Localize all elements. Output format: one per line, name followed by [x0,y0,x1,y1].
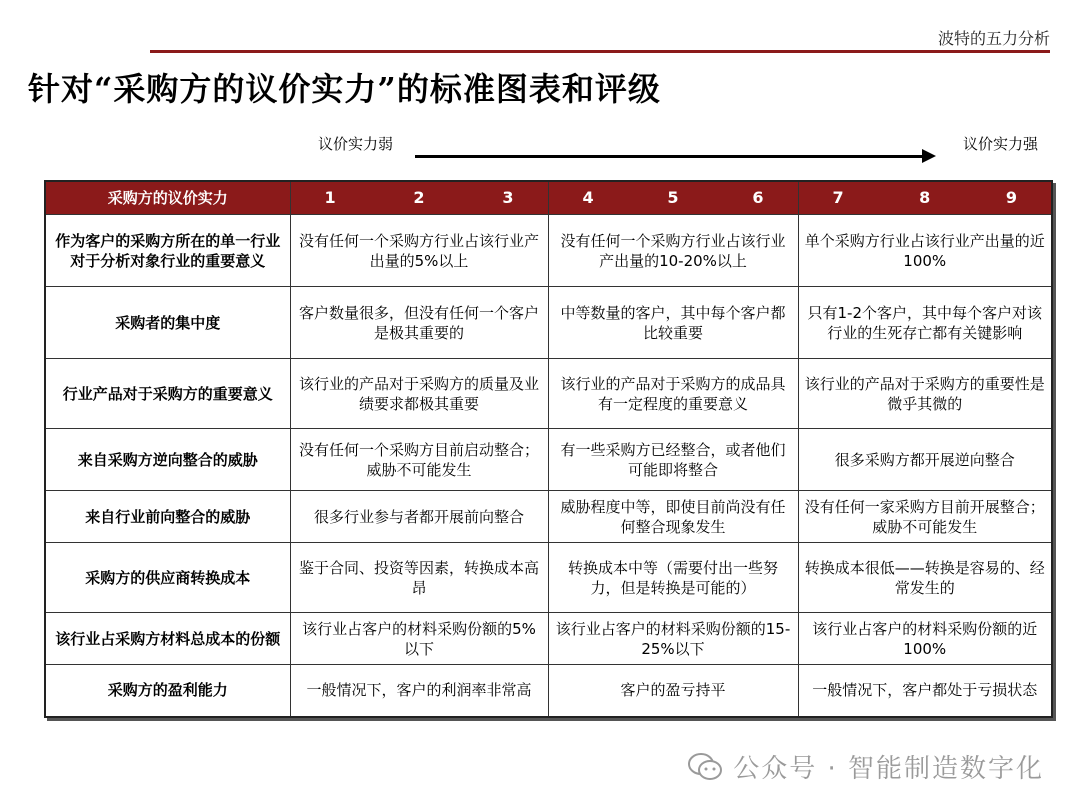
table-row [45,287,1052,359]
header-factor-label: 采购方的议价实力 [45,181,290,215]
rating-number: 5 [667,188,679,207]
scale-strong-label: 议价实力强 [962,135,1038,153]
high-cell: 单个采购方行业占该行业产出量的近100% [798,215,1052,287]
low-cell: 客户数量很多，但没有任何一个客户是极其重要的 [290,287,548,359]
low-cell: 该行业的产品对于采购方的质量及业绩要求都极其重要 [290,359,548,429]
table-header-row [45,181,1052,215]
scale-weak-label: 议价实力弱 [318,135,394,153]
high-cell: 没有任何一家采购方目前开展整合；威胁不可能发生 [798,491,1052,543]
table-row [45,543,1052,613]
rating-number: 2 [413,188,425,207]
factor-cell: 采购方的供应商转换成本 [45,543,290,613]
factor-cell: 采购者的集中度 [45,287,290,359]
mid-cell: 中等数量的客户，其中每个客户都比较重要 [548,287,798,359]
rating-table [44,180,1053,718]
header-numbers-mid [548,181,798,215]
mid-cell: 转换成本中等（需要付出一些努力，但是转换是可能的） [548,543,798,613]
rating-number: 8 [919,188,931,207]
table-row [45,491,1052,543]
high-cell: 一般情况下，客户都处于亏损状态 [798,665,1052,717]
watermark-text: 公众号 · 智能制造数字化 [733,754,1044,784]
rating-number: 9 [1005,188,1017,207]
table-row [45,613,1052,665]
watermark [687,748,1044,785]
section-label: 波特的五力分析 [937,29,1050,48]
table-row [45,359,1052,429]
header-numbers-high [798,181,1052,215]
low-cell: 没有任何一个采购方目前启动整合；威胁不可能发生 [290,429,548,491]
mid-cell: 该行业的产品对于采购方的成品具有一定程度的重要意义 [548,359,798,429]
table-row [45,215,1052,287]
factor-cell: 行业产品对于采购方的重要意义 [45,359,290,429]
low-cell: 该行业占客户的材料采购份额的5%以下 [290,613,548,665]
factor-cell: 来自采购方逆向整合的威胁 [45,429,290,491]
rating-number: 7 [832,188,844,207]
high-cell: 转换成本很低——转换是容易的、经常发生的 [798,543,1052,613]
mid-cell: 客户的盈亏持平 [548,665,798,717]
table-row [45,429,1052,491]
low-cell: 没有任何一个采购方行业占该行业产出量的5%以上 [290,215,548,287]
header-divider [150,50,1050,53]
low-cell: 鉴于合同、投资等因素，转换成本高昂 [290,543,548,613]
factor-cell: 来自行业前向整合的威胁 [45,491,290,543]
factor-cell: 作为客户的采购方所在的单一行业对于分析对象行业的重要意义 [45,215,290,287]
wechat-icon [687,752,723,782]
header-numbers-low [290,181,548,215]
low-cell: 一般情况下，客户的利润率非常高 [290,665,548,717]
mid-cell: 有一些采购方已经整合，或者他们可能即将整合 [548,429,798,491]
mid-cell: 威胁程度中等，即使目前尚没有任何整合现象发生 [548,491,798,543]
scale-arrow-head-icon [922,149,936,163]
rating-number: 4 [582,188,594,207]
high-cell: 该行业占客户的材料采购份额的近100% [798,613,1052,665]
high-cell: 该行业的产品对于采购方的重要性是微乎其微的 [798,359,1052,429]
mid-cell: 该行业占客户的材料采购份额的15-25%以下 [548,613,798,665]
rating-number: 6 [752,188,764,207]
mid-cell: 没有任何一个采购方行业占该行业产出量的10-20%以上 [548,215,798,287]
high-cell: 只有1-2个客户，其中每个客户对该行业的生死存亡都有关键影响 [798,287,1052,359]
high-cell: 很多采购方都开展逆向整合 [798,429,1052,491]
factor-cell: 该行业占采购方材料总成本的份额 [45,613,290,665]
rating-number: 3 [502,188,514,207]
page-title: 针对“采购方的议价实力”的标准图表和评级 [28,70,661,108]
scale-arrow-line [415,155,925,158]
table-row [45,665,1052,717]
rating-number: 1 [324,188,336,207]
factor-cell: 采购方的盈利能力 [45,665,290,717]
low-cell: 很多行业参与者都开展前向整合 [290,491,548,543]
